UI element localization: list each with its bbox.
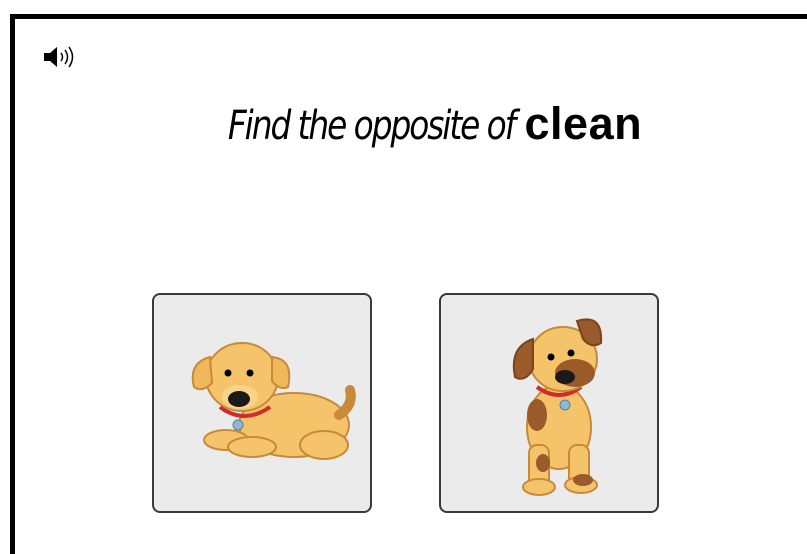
choice-card-clean-dog[interactable]: [152, 293, 372, 513]
target-word: clean: [524, 98, 643, 149]
choice-card-dirty-dog[interactable]: [439, 293, 659, 513]
clean-dog-icon: [154, 295, 374, 515]
question-prompt: Find the opposite of: [227, 103, 515, 149]
question-title: [0, 98, 807, 150]
dirty-dog-icon: [441, 295, 661, 515]
game-frame: [10, 14, 807, 554]
speaker-volume-icon[interactable]: [42, 44, 82, 70]
